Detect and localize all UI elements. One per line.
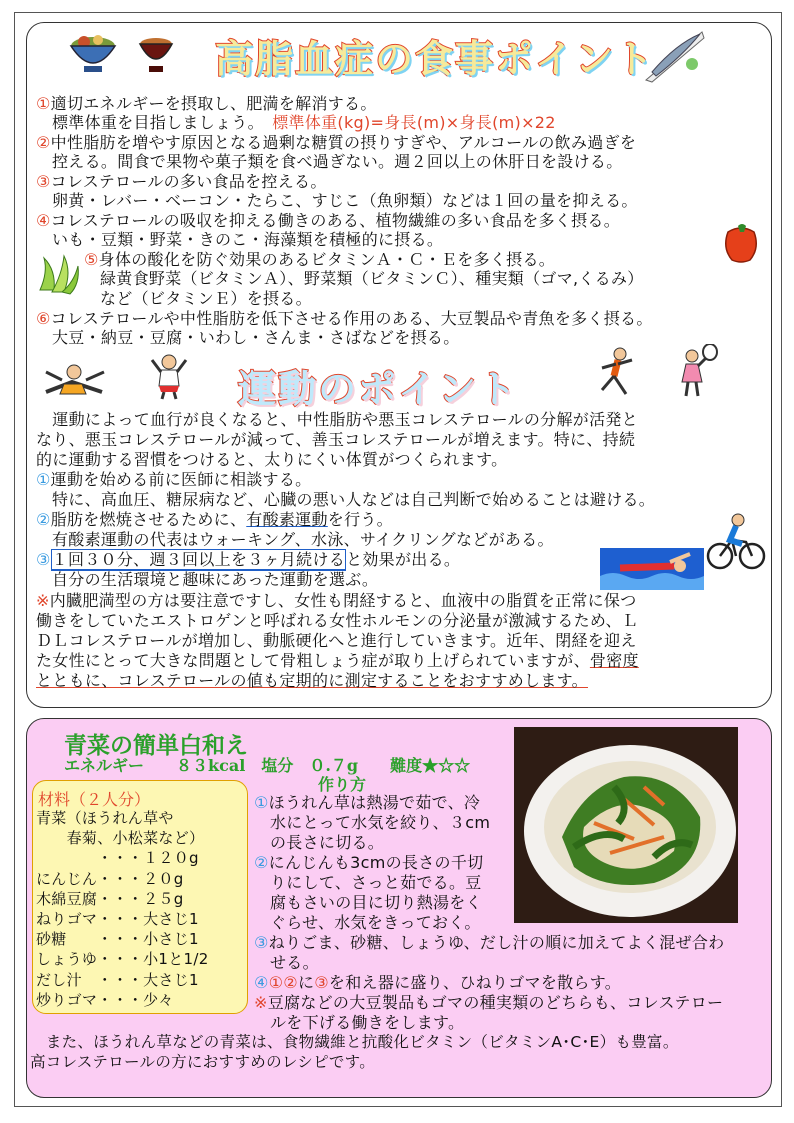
exercise-point-3-sub: 自分の生活環境と趣味にあった運動を選ぶ。 [52,570,379,589]
exercise-point-1-text: 運動を始める前に医師に相談する。 [50,470,312,489]
salt-value: ０.７g [309,756,359,775]
food-bowl-icon [66,28,120,76]
exercise-point-1 [36,470,311,489]
step-num-4: ④ [254,973,269,992]
ingredient-item: 木綿豆腐・・・２５g [36,889,184,908]
num-1: ① [36,94,51,113]
lipid-point-5-sub: 緑黄食野菜（ビタミンＡ）、野菜類（ビタミンＣ）、種実類（ゴマ,くるみ） [100,269,644,288]
lipid-point-4-sub: いも・豆類・野菜・きのこ・海藻類を積極的に摂る。 [52,230,444,249]
aerobic-exercise-highlight: 有酸素運動 [246,510,328,529]
method-heading: 作り方 [318,775,367,794]
dish-photo [514,727,738,923]
warning-line-3: ＤＬコレステロールが増加し、動脈硬化へと進行していきます。近年、閉経を迎え [36,631,637,650]
step-4-text: を和え器に盛り、ひねりゴマを散らす。 [328,973,622,992]
recipe-note-line-2: ルを下げる働きをします。 [270,1013,465,1032]
warning-line-4 [36,651,639,670]
energy-label: エネルギー [64,756,145,775]
standard-weight-formula: 標準体重(kg)=身長(m)×身長(m)×22 [272,113,556,132]
lipid-point-3 [36,172,327,191]
warning-line-2: 働きをしていたエストロゲンと呼ばれる女性ホルモンの分泌量が激減するため、Ｌ [36,611,639,630]
exercise-para-2: なり、悪玉コレステロールが減って、善玉コレステロールが増えます。特に、持続 [36,430,636,449]
lipid-point-6-sub: 大豆・納豆・豆腐・いわし・さんま・さばなどを摂る。 [52,328,460,347]
recipe-nutrition [64,753,470,776]
num-5: ⑤ [84,250,99,269]
exercise-point-2-text: 脂肪を燃焼させるために、 [50,510,247,529]
swimmer-icon [600,548,704,590]
soup-bowl-icon [136,32,176,76]
ingredient-list [36,808,209,1010]
step-2-line-4: ぐらせ、水気をきっておく。 [270,913,481,932]
ex-num-2: ② [36,510,51,529]
step-3 [254,933,724,952]
exercise-para-3: 的に運動する習慣をつけると、太りにくい体質がつくられます。 [36,450,508,469]
ingredient-item: しょうゆ・・・小1と1/2 [36,950,209,969]
step-2 [254,853,483,872]
num-3: ③ [36,172,51,191]
lipid-point-1-sub-text: 標準体重を目指しましょう。 [52,113,256,132]
step-3-line-2: せる。 [270,953,319,972]
running-person-icon [594,346,640,398]
step-4 [254,973,621,992]
ingredients-heading: 材料（２人分） [38,790,151,809]
recipe-footer-2: 高コレステロールの方におすすめのレシピです。 [30,1053,376,1071]
bone-density-highlight: 骨密度 [589,651,639,670]
step-3-text: ねりごま、砂糖、しょうゆ、だし汁の順に加えてよく混ぜ合わ [268,933,725,952]
lipid-point-3-sub: 卵黄・レバー・ベーコン・たらこ、すじこ（魚卵類）などは１回の量を抑える。 [52,191,638,210]
num-4: ④ [36,211,51,230]
num-2: ② [36,133,51,152]
stretching-person-icon [42,362,112,398]
lipid-point-4-text: コレステロールの吸収を抑える働きのある、植物繊維の多い食品を多く摂る。 [50,211,621,230]
lipid-point-4 [36,211,620,230]
exercise-point-3-tail: と効果が出る。 [346,550,461,569]
step-num-3: ③ [254,933,269,952]
lipid-point-6 [36,309,653,328]
ingredient-item: 砂糖 ・・・小さじ1 [36,930,199,949]
ingredient-item: 炒りゴマ・・・少々 [36,990,174,1009]
recipe-note [254,993,723,1012]
lipid-point-5 [84,250,555,269]
exercise-frequency-highlight: １回３０分、週３回以上を３ヶ月続ける [51,550,346,569]
warning-line-1 [36,591,637,610]
lipid-point-5-text: 身体の酸化を防ぐ効果のあるビタミンＡ・Ｃ・Ｅを多く摂る。 [98,250,556,269]
bell-pepper-icon [720,222,762,264]
warning-line-5 [36,671,588,690]
ingredient-item: 青菜（ほうれん草や [36,809,174,827]
num-6: ⑥ [36,309,51,328]
note-mark: ※ [254,993,268,1012]
recipe-footer-1: また、ほうれん草などの青菜は、食物繊維と抗酸化ビタミン（ビタミンA･C･E）も豊富。 [30,1033,679,1051]
cyclist-icon [706,512,766,572]
step-2-line-3: 腐もさいの目に切り熱湯をく [270,893,482,912]
ingredient-item: ねりゴマ・・・大さじ1 [36,910,199,929]
lipid-point-6-text: コレステロールや中性脂肪を低下させる作用のある、大豆製品や青魚を多く摂る。 [50,309,653,328]
step-4-ni: に [297,973,315,992]
step-num-2: ② [254,853,269,872]
step-4-ref-3: ③ [314,973,329,992]
exercise-point-2-tail: を行う。 [327,510,393,529]
cheering-child-icon [150,352,188,400]
warning-mark: ※ [36,591,50,610]
lipid-point-1 [36,94,377,113]
lipid-point-2 [36,133,636,152]
tennis-player-icon [674,344,718,400]
step-1-line-3: の長さに切る。 [270,833,385,852]
salt-label: 塩分 [261,756,294,775]
step-1-line-2: 水にとって水気を絞り、３cm [270,813,491,832]
step-2-text: にんじんも3cmの長さの千切 [268,853,484,872]
lipid-point-1-sub [52,113,556,132]
exercise-point-3 [36,550,460,569]
step-4-ref-12: ①② [268,973,298,992]
recipe-title: 青菜の簡単白和え [64,732,248,759]
exercise-point-1-sub: 特に、高血圧、糖尿病など、心臓の悪い人などは自己判断で始めることは避ける。 [52,490,656,509]
ingredient-item: にんじん・・・２０g [36,869,184,888]
ingredient-item: ・・・１２０g [36,849,199,868]
step-2-line-2: りにして、さっと茹でる。豆 [270,873,482,892]
energy-value: ８３kcal [176,756,246,775]
lipid-point-2-sub: 控える。間食で果物や菓子類を食べ過ぎない。週２回以上の休肝日を設ける。 [52,152,623,171]
lipid-point-5-sub2: など（ビタミンＥ）を摂る。 [100,289,312,308]
ex-num-1: ① [36,470,51,489]
exercise-para-1: 運動によって血行が良くなると、中性脂肪や悪玉コレステロールの分解が活発と [36,410,638,429]
lipid-point-3-text: コレステロールの多い食品を控える。 [50,172,327,191]
komatsuna-greens-icon [34,252,82,296]
difficulty-rating: 難度★☆☆ [390,756,471,775]
exercise-point-2 [36,510,393,529]
warning-line-1-text: 内臓肥満型の方は要注意ですし、女性も閉経すると、血液中の脂質を正常に保つ [49,591,637,610]
ingredient-item: 春菊、小松菜など） [36,829,205,848]
exercise-point-2-sub: 有酸素運動の代表はウォーキング、水泳、サイクリングなどがある。 [52,530,554,549]
lipid-title: 高脂血症の食事ポイント [215,37,656,81]
recipe-note-text: 豆腐などの大豆製品もゴマの種実類のどちらも、コレステロー [267,993,724,1012]
step-num-1: ① [254,793,269,812]
ex-num-3: ③ [36,550,51,569]
step-1-text: ほうれん草は熱湯で茹で、冷 [268,793,481,812]
step-1 [254,793,480,812]
warning-line-5-text: とともに、コレステロールの値も定期的に測定することをおすすめします。 [36,671,588,690]
lipid-point-2-text: 中性脂肪を増やす原因となる過剰な糖質の摂りすぎや、アルコールの飲み過ぎを [50,133,637,152]
exercise-title: 運動のポイント [238,367,519,411]
warning-line-4-text: た女性にとって大きな問題として骨粗しょう症が取り上げられていますが、 [36,651,590,670]
ingredient-item: だし汁 ・・・大さじ1 [36,970,199,989]
lipid-point-1-text: 適切エネルギーを摂取し、肥満を解消する。 [50,94,377,113]
